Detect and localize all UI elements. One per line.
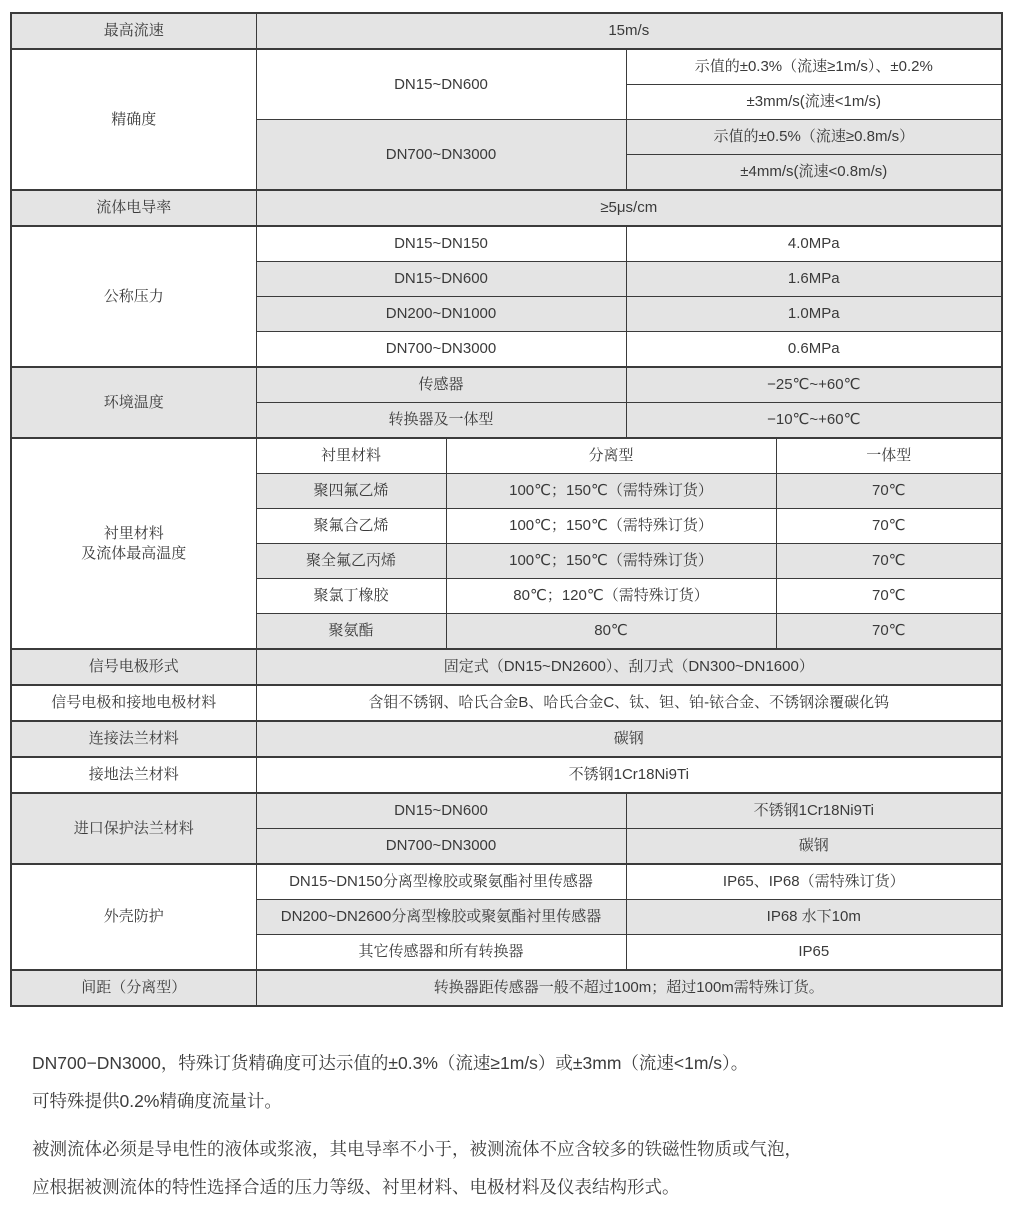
note-line-3: 被测流体必须是导电性的液体或浆液，其电导率不小于，被测流体不应含较多的铁磁性物质或气泡， bbox=[32, 1139, 802, 1159]
liner-integral-4: 70℃ bbox=[776, 579, 1002, 614]
accuracy-spec-dn700-1: 示值的±0.5%（流速≥0.8m/s） bbox=[626, 120, 1002, 155]
ground-flange-value: 不锈钢1Cr18Ni9Ti bbox=[256, 757, 1002, 793]
liner-material-4: 聚氯丁橡胶 bbox=[256, 579, 446, 614]
accuracy-label: 精确度 bbox=[11, 49, 256, 190]
row-pressure-1 bbox=[11, 226, 1002, 262]
inlet-flange-label: 进口保护法兰材料 bbox=[11, 793, 256, 864]
electrode-form-label: 信号电极形式 bbox=[11, 649, 256, 685]
connect-flange-value: 碳钢 bbox=[256, 721, 1002, 757]
pressure-value-1: 4.0MPa bbox=[626, 226, 1002, 262]
ground-flange-label: 接地法兰材料 bbox=[11, 757, 256, 793]
pressure-value-3: 1.0MPa bbox=[626, 297, 1002, 332]
spec-table bbox=[10, 12, 1003, 1007]
max-velocity-value: 15m/s bbox=[256, 13, 1002, 49]
liner-integral-2: 70℃ bbox=[776, 509, 1002, 544]
max-velocity-label: 最高流速 bbox=[11, 13, 256, 49]
liner-material-2: 聚氟合乙烯 bbox=[256, 509, 446, 544]
ambient-value-2: −10℃~+60℃ bbox=[626, 403, 1002, 439]
pressure-value-4: 0.6MPa bbox=[626, 332, 1002, 368]
conductivity-label: 流体电导率 bbox=[11, 190, 256, 226]
enclosure-item-3: 其它传感器和所有转换器 bbox=[256, 935, 626, 971]
liner-integral-3: 70℃ bbox=[776, 544, 1002, 579]
note-line-4: 应根据被测流体的特性选择合适的压力等级、衬里材料、电极材料及仪表结构形式。 bbox=[32, 1177, 680, 1197]
row-liner-header bbox=[11, 438, 1002, 474]
ambient-item-1: 传感器 bbox=[256, 367, 626, 403]
connect-flange-label: 连接法兰材料 bbox=[11, 721, 256, 757]
row-enclosure-1 bbox=[11, 864, 1002, 900]
liner-material-5: 聚氨酯 bbox=[256, 614, 446, 650]
inlet-flange-range-1: DN15~DN600 bbox=[256, 793, 626, 829]
row-ground-flange bbox=[11, 757, 1002, 793]
separation-label: 间距（分离型） bbox=[11, 970, 256, 1006]
row-electrode-form bbox=[11, 649, 1002, 685]
pressure-label: 公称压力 bbox=[11, 226, 256, 367]
liner-material-1: 聚四氟乙烯 bbox=[256, 474, 446, 509]
inlet-flange-value-1: 不锈钢1Cr18Ni9Ti bbox=[626, 793, 1002, 829]
page bbox=[0, 12, 1011, 1199]
row-conductivity bbox=[11, 190, 1002, 226]
ambient-label: 环境温度 bbox=[11, 367, 256, 438]
liner-header-integral: 一体型 bbox=[776, 438, 1002, 474]
liner-header-remote: 分离型 bbox=[446, 438, 776, 474]
accuracy-range-dn700-dn3000: DN700~DN3000 bbox=[256, 120, 626, 191]
enclosure-label: 外壳防护 bbox=[11, 864, 256, 970]
liner-integral-5: 70℃ bbox=[776, 614, 1002, 650]
row-connect-flange bbox=[11, 721, 1002, 757]
liner-remote-5: 80℃ bbox=[446, 614, 776, 650]
liner-integral-1: 70℃ bbox=[776, 474, 1002, 509]
liner-section-label bbox=[11, 438, 256, 649]
liner-remote-3: 100℃；150℃（需特殊订货） bbox=[446, 544, 776, 579]
pressure-value-2: 1.6MPa bbox=[626, 262, 1002, 297]
ambient-item-2: 转换器及一体型 bbox=[256, 403, 626, 439]
electrode-form-value: 固定式（DN15~DN2600）、刮刀式（DN300~DN1600） bbox=[256, 649, 1002, 685]
row-accuracy-1 bbox=[11, 49, 1002, 85]
electrode-material-value: 含钼不锈钢、哈氏合金B、哈氏合金C、钛、钽、铂-铱合金、不锈钢涂覆碳化钨 bbox=[256, 685, 1002, 721]
enclosure-value-3: IP65 bbox=[626, 935, 1002, 971]
accuracy-range-dn15-dn600: DN15~DN600 bbox=[256, 49, 626, 120]
pressure-range-4: DN700~DN3000 bbox=[256, 332, 626, 368]
separation-value: 转换器距传感器一般不超过100m；超过100m需特殊订货。 bbox=[256, 970, 1002, 1006]
electrode-material-label: 信号电极和接地电极材料 bbox=[11, 685, 256, 721]
row-inlet-flange-1 bbox=[11, 793, 1002, 829]
row-separation bbox=[11, 970, 1002, 1006]
note-line-1: DN700−DN3000，特殊订货精确度可达示值的±0.3%（流速≥1m/s）或±3mm（流速<1m/s）。 bbox=[32, 1053, 749, 1073]
liner-section-label-line1: 衬里材料 bbox=[103, 525, 164, 542]
footnotes bbox=[32, 1044, 982, 1206]
accuracy-spec-dn15-2: ±3mm/s(流速<1m/s) bbox=[626, 85, 1002, 120]
pressure-range-1: DN15~DN150 bbox=[256, 226, 626, 262]
pressure-range-3: DN200~DN1000 bbox=[256, 297, 626, 332]
row-max-velocity bbox=[11, 13, 1002, 49]
conductivity-value: ≥5μs/cm bbox=[256, 190, 1002, 226]
note-line-2: 可特殊提供0.2%精确度流量计。 bbox=[32, 1091, 282, 1111]
liner-remote-4: 80℃；120℃（需特殊订货） bbox=[446, 579, 776, 614]
pressure-range-2: DN15~DN600 bbox=[256, 262, 626, 297]
inlet-flange-range-2: DN700~DN3000 bbox=[256, 829, 626, 865]
liner-material-3: 聚全氟乙丙烯 bbox=[256, 544, 446, 579]
liner-header-material: 衬里材料 bbox=[256, 438, 446, 474]
row-electrode-material bbox=[11, 685, 1002, 721]
ambient-value-1: −25℃~+60℃ bbox=[626, 367, 1002, 403]
inlet-flange-value-2: 碳钢 bbox=[626, 829, 1002, 865]
accuracy-spec-dn700-2: ±4mm/s(流速<0.8m/s) bbox=[626, 155, 1002, 191]
liner-section-label-line2: 及流体最高温度 bbox=[81, 544, 187, 562]
enclosure-item-1: DN15~DN150分离型橡胶或聚氨酯衬里传感器 bbox=[256, 864, 626, 900]
row-ambient-1 bbox=[11, 367, 1002, 403]
enclosure-value-1: IP65、IP68（需特殊订货） bbox=[626, 864, 1002, 900]
enclosure-item-2: DN200~DN2600分离型橡胶或聚氨酯衬里传感器 bbox=[256, 900, 626, 935]
accuracy-spec-dn15-1: 示值的±0.3%（流速≥1m/s）、±0.2% bbox=[626, 49, 1002, 85]
liner-remote-1: 100℃；150℃（需特殊订货） bbox=[446, 474, 776, 509]
enclosure-value-2: IP68 水下10m bbox=[626, 900, 1002, 935]
liner-remote-2: 100℃；150℃（需特殊订货） bbox=[446, 509, 776, 544]
